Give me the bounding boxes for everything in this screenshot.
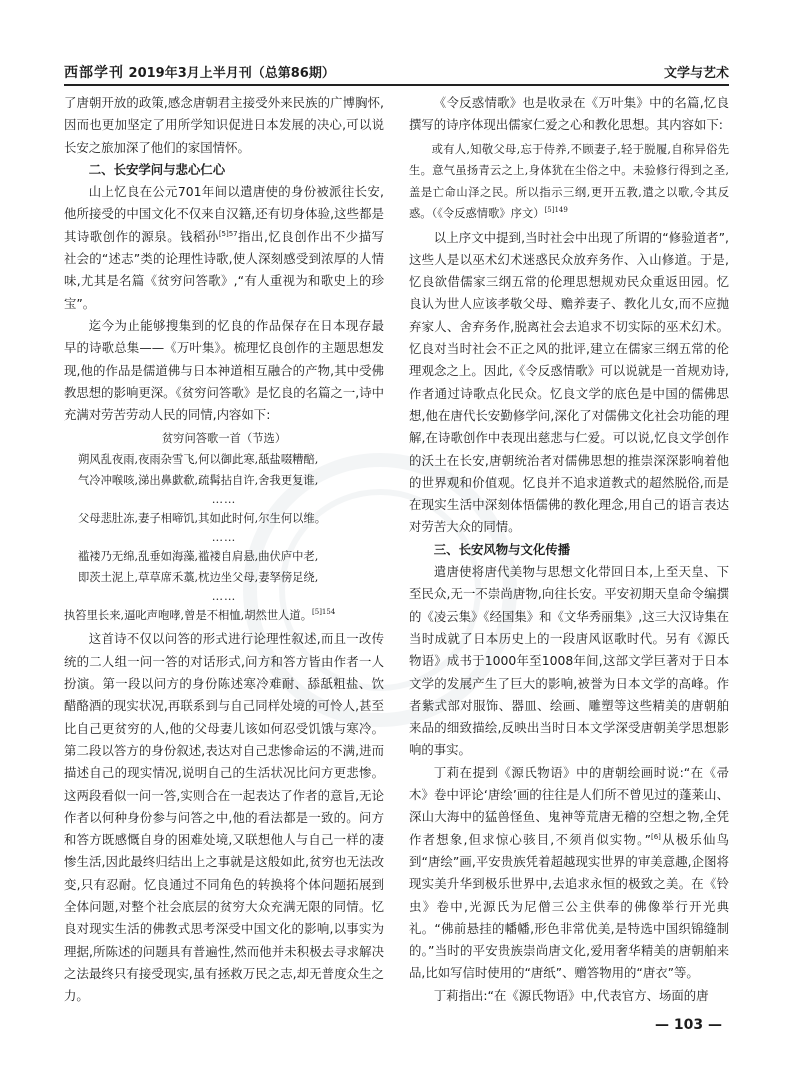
paragraph (409, 762, 729, 985)
header-rule (64, 84, 729, 86)
poem-line: 父母悲肚冻,妻子相啼饥,其如此时何,尔生何以维。 (78, 512, 327, 526)
paragraph (64, 181, 384, 315)
paragraph-continued: 了唐朝开放的政策,感念唐朝君主接受外来民族的广博胸怀,因而也更加坚定了用所学知识促进日本发展的决心,可以说长安之旅加深了他们的家国情怀。 (64, 95, 384, 155)
paragraph: 以上序文中提到,当时社会中出现了所谓的“修验道者”,这些人是以巫术幻术迷惑民众放弃务作、入山修道。于是,忆良欲借儒家三纲五常的伦理思想规劝民众重返田园。忆良认为世人应该孝敬父母、赡养妻子、教化儿女,而不应抛弃家人、舍弃务作,脱离社会去追求不切实际的巫术幻术。忆良对当时社会不正之风的批评,建立在儒家三纲五常的伦理观念之上。因此,《令反惑情歌》可以说就是一首规劝诗,作者通过诗歌点化民众。忆良文学的底色是中国的儒佛思想,他在唐代长安勤修学问,深化了对儒佛文化社会功能的理解,在诗歌创作中表现出慈悲与仁爱。可以说,忆良文学创作的沃土在长安,唐朝统治者对儒佛思想的推崇深深影响着他的世界观和价值观。忆良并不追求道教式的超然脱俗,而是在现实生活中深刻体悟儒佛的教化理念,用自己的语言表达对劳苦大众的同情。 (409, 229, 729, 535)
paragraph: 《令反惑情歌》也是收录在《万叶集》中的名篇,忆良撰写的诗序体现出儒家仁爱之心和教化思想。其内容如下: (409, 95, 729, 133)
poem-line: 朔风乱夜雨,夜雨杂雪飞,何以御此寒,舐盐啜糟醅, (78, 453, 319, 467)
paragraph-text: 指出,忆良创作出不少描写社会的“述志”类的论理性诗歌,使人深刻感受到浓厚的人情味,尤其是名篇《贫穷问答歌》,“有人重视为和歌史上的珍宝”。 (64, 228, 384, 311)
section-heading-3: 三、长安风物与文化传播 (433, 541, 571, 557)
paragraph: 丁莉指出:“在《源氏物语》中,代表官方、场面的唐 (433, 987, 709, 1003)
quote-text: 或有人,知敬父母,忘于侍养,不顾妻子,轻于脱履,自称异俗先生。意气虽扬青云之上,身体犹在尘俗之中。未验修行得到之圣,盖是亡命山泽之民。所以指示三纲,更开五教,遣之以歌,令其反惑。（《令反惑情歌》序文） (409, 142, 729, 221)
paragraph: 迄今为止能够搜集到的忆良的作品保存在日本现存最早的诗歌总集——《万叶集》。梳理忆良创作的主题思想发现,他的作品是儒道佛与日本神道相互融合的产物,其中受佛教思想的影响更深。《贫穷问答歌》是忆良的名篇之一,诗中充满对劳苦劳动人民的同情,内容如下: (64, 317, 384, 423)
poem-block (64, 428, 384, 626)
paragraph: 这首诗不仅以问答的形式进行论理性叙述,而且一改传统的二人组一问一答的对话形式,问方和答方皆由作者一人扮演。第一段以问方的身份陈述寒冷难耐、舔舐粗盐、饮醋酪酒的现实状况,再联系到与自己同样处境的可怜人,甚至比自己更贫穷的人,他的父母妻儿该如何忍受饥饿与寒冷。第二段以答方的身份叙述,表达对自己悲惨命运的不满,进而描述自己的现实情况,说明自己的生活状况比问方更悲惨。这两段看似一问一答,实则合在一起表达了作者的意旨,无论作者以何种身份参与问答之中,他的看法都是一致的。问方和答方既感慨自身的困难处境,又联想他人与自己一样的凄惨生活,因此最终归结出上之事就是这般如此,贫穷也无法改变,只有忍耐。忆良通过不同角色的转换将个体问题拓展到全体问题,对整个社会底层的贫穷大众充满无限的同情。忆良对现实生活的佛教式思考深受中国文化的影响,以事实为理据,所陈述的问题具有普遍性,然而他并未积极去寻求解决之法最终只有接受现实,虽有拯救万民之志,却无普度众生之力。 (64, 631, 384, 1004)
poem-line (64, 605, 384, 626)
paragraph-text: 丁莉在提到《源氏物语》中的唐朝绘画时说:“在《帚木》卷中评论‘唐绘’画的往往是人们所不曾见过的蓬莱山、深山大海中的猛兽怪鱼、鬼神等荒唐无稽的空想之物,全凭作者想象,但求惊心骇目,不须肖似实物。” (409, 764, 729, 847)
left-column (64, 92, 384, 1008)
paragraph: 遣唐使将唐代美物与思想文化带回日本,上至天皇、下至民众,无一不崇尚唐物,向往长安。平安初期天皇命令编撰的《凌云集》《经国集》和《文华秀丽集》,这三大汉诗集在当时成就了日本历史上的一段唐风讴歌时代。另有《源氏物语》成书于1000年至1008年间,这部文学巨著对于日本文学的发展产生了巨大的影响,被誉为日本文学的高峰。作者紫式部对服饰、器皿、绘画、雕塑等这些精美的唐朝舶来品的细致描绘,反映出当时日本文学深受唐朝美学思想影响的事实。 (409, 564, 729, 758)
header-left (64, 62, 335, 82)
poem-line: 即茨土泥上,草草席禾藁,枕边坐父母,妻孥傍足绕, (78, 571, 319, 585)
section-heading-2: 二、长安学问与悲心仁心 (88, 161, 226, 177)
citation: [5]57 (218, 229, 238, 238)
ellipsis: …… (211, 493, 237, 507)
ellipsis: …… (211, 531, 237, 545)
poem-line: 褴褛乃无绵,乱垂如海藻,褴褛自肩悬,曲伏庐中老, (78, 550, 319, 564)
paragraph-text: 从极乐仙鸟到“唐绘”画,平安贵族凭着超越现实世界的审美意趣,企图将现实美升华到极乐世界中,去追求永恒的极致之美。在《铃虫》卷中,光源氏为尼僧三公主供奉的佛像举行开光典礼。“佛前悬挂的幡幡,形色非常优美,是特选中国织锦缝制的。”当时的平安贵族崇尚唐文化,爱用奢华精美的唐朝舶来品,比如写信时使用的“唐纸”、赠答物用的“唐衣”等。 (409, 831, 729, 981)
paragraph-text: 山上忆良在公元701年间以遣唐使的身份被派往长安,他所接受的中国文化不仅来自汉籍,还有切身体验,这些都是其诗歌创作的源泉。钱稻孙 (64, 184, 384, 244)
poem-line: 气冷冲喉咳,涕出鼻歔欷,疏髯拈自许,舍我更复谁, (78, 474, 319, 488)
section-name: 文学与艺术 (663, 66, 729, 81)
citation: [6] (651, 832, 661, 841)
page-number: — 103 — (655, 1017, 722, 1033)
ellipsis: …… (211, 590, 237, 604)
citation: [5]149 (544, 206, 568, 215)
journal-name: 西部学刊 (64, 65, 124, 81)
poem-line-text: 执笞里长来,逼叱声咆哮,曾是不相恤,胡然世人道。 (64, 609, 313, 623)
running-header (64, 62, 729, 84)
poem-title: 贫穷问答歌一首（节选） (161, 432, 287, 446)
quoted-preface (409, 139, 729, 225)
right-column (409, 92, 729, 1007)
issue-info: 2019年3月上半月刊（总第86期） (128, 66, 335, 81)
citation: [5]154 (312, 608, 336, 617)
